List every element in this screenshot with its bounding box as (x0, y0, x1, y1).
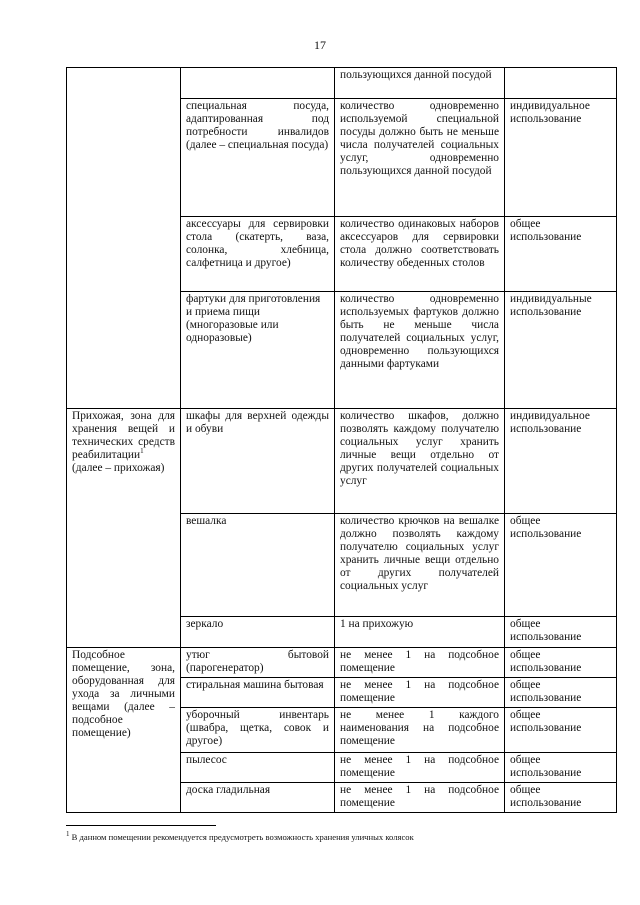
quantity-cell: количество одновременно используемых фартуков должно быть не меньше числа получателей социальных услуг, одновременно пользующихся данными фартуками (335, 292, 505, 409)
zone-cell: Подсобное помещение, зона, оборудованная для ухода за личными вещами (далее – подсобное помещение) (67, 648, 181, 813)
item-cell: специальная посуда, адаптированная под потребности инвалидов (далее – специальная посуда) (181, 99, 335, 217)
quantity-cell: количество одновременно используемой специальной посуды должно быть не меньше числа получателей социальных услуг, одновременно пользующихся данной посудой (335, 99, 505, 217)
quantity-cell: не менее 1 на подсобное помещение (335, 648, 505, 678)
usage-cell: общее использование (505, 514, 617, 617)
equipment-table (66, 67, 617, 813)
item-cell (181, 68, 335, 99)
quantity-cell: не менее 1 на подсобное помещение (335, 753, 505, 783)
footnote-divider (66, 825, 216, 826)
item-cell: доска гладильная (181, 783, 335, 813)
item-cell: уборочный инвентарь (швабра, щетка, совок и другое) (181, 708, 335, 753)
quantity-cell: количество шкафов, должно позволять каждому получателю социальных услуг хранить личные вещи отдельно от других получателей социальных услуг (335, 409, 505, 514)
table-row (67, 648, 617, 678)
footnote-text: В данном помещении рекомендуется предусмотреть возможность хранения уличных колясок (69, 832, 414, 842)
zone-text-tail: (далее – прихожая) (72, 462, 165, 474)
footnote (66, 832, 414, 842)
quantity-cell: пользующихся данной посудой (335, 68, 505, 99)
quantity-cell: количество крючков на вешалке должно позволять каждому получателю социальных услуг хранить личные вещи отдельно от других получателей социальных услуг (335, 514, 505, 617)
usage-cell (505, 68, 617, 99)
table-row (67, 68, 617, 99)
item-cell: зеркало (181, 617, 335, 648)
quantity-cell: не менее 1 на подсобное помещение (335, 783, 505, 813)
usage-cell: общее использование (505, 753, 617, 783)
quantity-cell: не менее 1 на подсобное помещение (335, 678, 505, 708)
quantity-cell: 1 на прихожую (335, 617, 505, 648)
footnote-ref: 1 (140, 447, 144, 456)
table-row (67, 409, 617, 514)
usage-cell: индивидуальные использование (505, 292, 617, 409)
page-number: 17 (314, 38, 326, 52)
zone-cell (67, 68, 181, 409)
quantity-cell: количество одинаковых наборов аксессуаров для сервировки стола должно соответствовать количеству обеденных столов (335, 217, 505, 292)
usage-cell: общее использование (505, 678, 617, 708)
usage-cell: общее использование (505, 783, 617, 813)
item-cell: шкафы для верхней одежды и обуви (181, 409, 335, 514)
item-cell: вешалка (181, 514, 335, 617)
quantity-cell: не менее 1 каждого наименования на подсобное помещение (335, 708, 505, 753)
usage-cell: общее использование (505, 708, 617, 753)
usage-cell: индивидуальное использование (505, 99, 617, 217)
item-cell: аксессуары для сервировки стола (скатерть, ваза, солонка, хлебница, салфетница и другое) (181, 217, 335, 292)
footnote-mark: 1 (66, 830, 70, 839)
usage-cell: индивидуальное использование (505, 409, 617, 514)
zone-text: Прихожая, зона для хранения вещей и технических средств реабилитации (72, 410, 175, 461)
item-cell: пылесос (181, 753, 335, 783)
item-cell: утюг бытовой (парогенератор) (181, 648, 335, 678)
item-cell: фартуки для приготовления и приема пищи (многоразовые или одноразовые) (181, 292, 335, 409)
usage-cell: общее использование (505, 617, 617, 648)
item-cell: стиральная машина бытовая (181, 678, 335, 708)
usage-cell: общее использование (505, 217, 617, 292)
zone-cell (67, 409, 181, 648)
usage-cell: общее использование (505, 648, 617, 678)
